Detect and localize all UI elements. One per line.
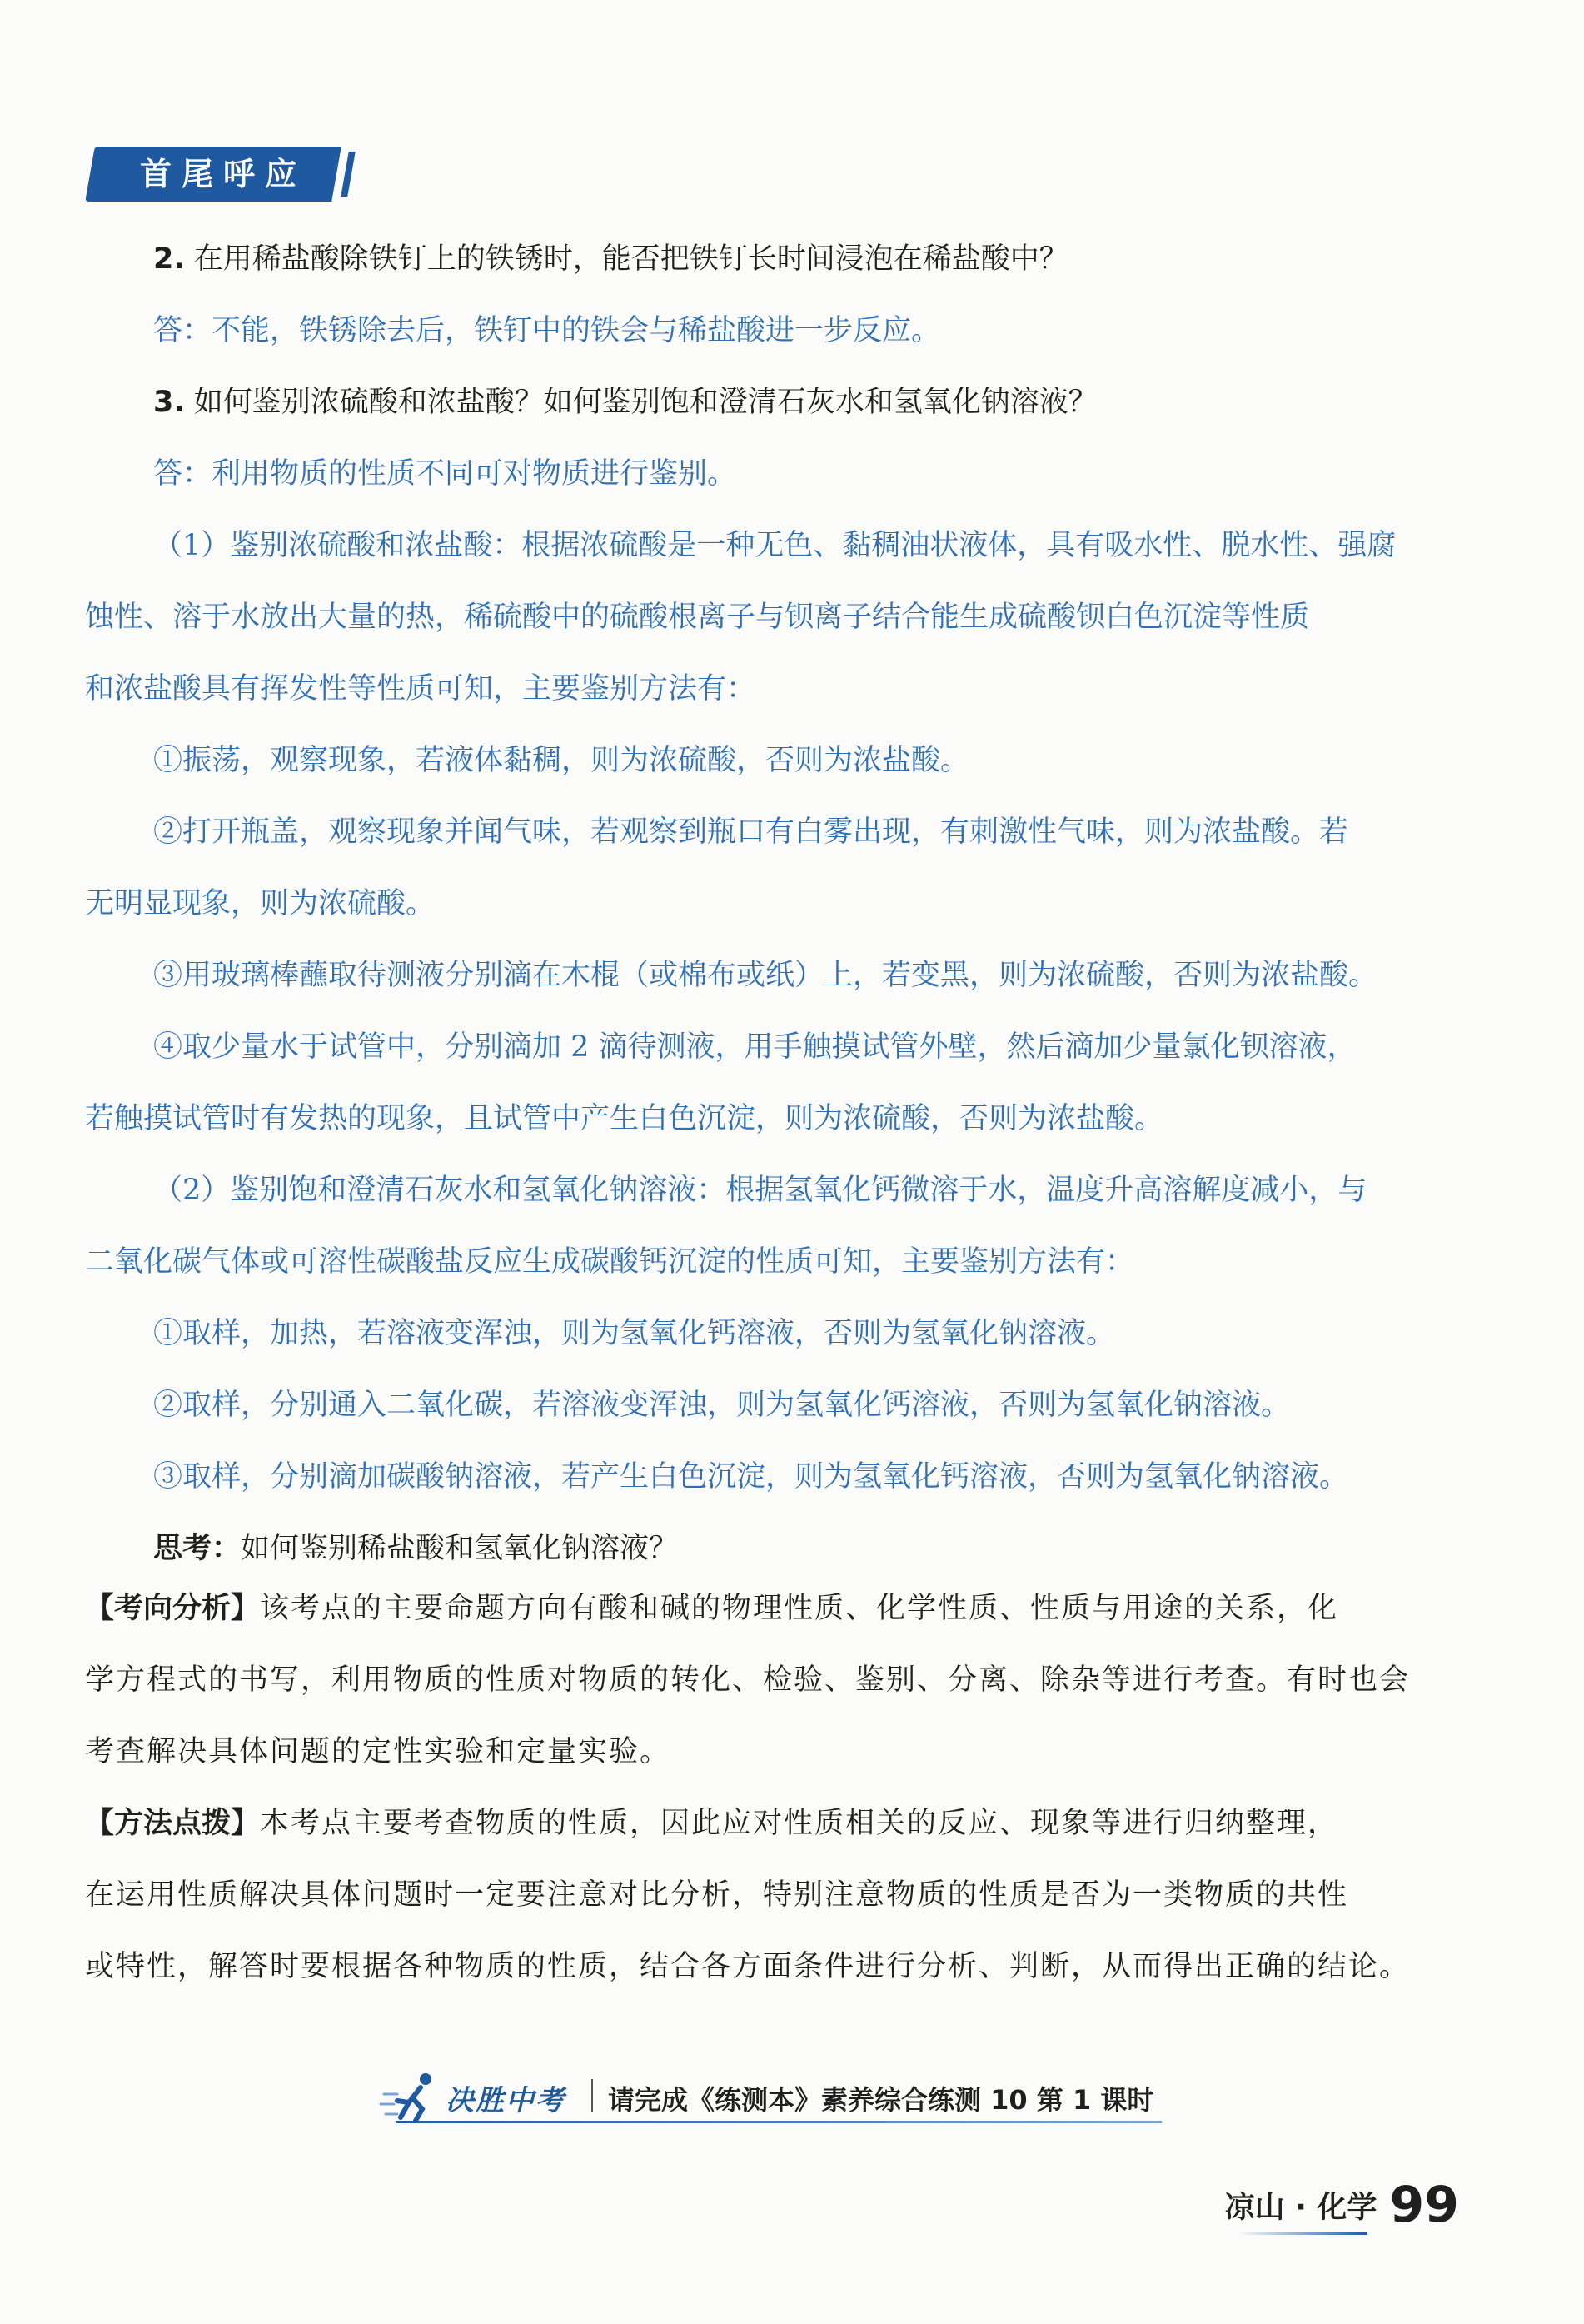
- question-number: 3.: [153, 386, 185, 419]
- analysis-label: 【考向分析】: [85, 1592, 261, 1625]
- method-line: 或特性，解答时要根据各种物质的性质，结合各方面条件进行分析、判断，从而得出正确的结论。: [85, 1950, 1411, 1983]
- question-answer-block: [85, 223, 1451, 1584]
- method-paragraph: [85, 1788, 1451, 1859]
- answer-2: 答：不能，铁锈除去后，铁钉中的铁会与稀盐酸进一步反应。: [153, 314, 941, 347]
- method-label: 【方法点拨】: [85, 1807, 261, 1840]
- question-3: [85, 367, 1451, 438]
- answer-3-part1-line: 和浓盐酸具有挥发性等性质可知，主要鉴别方法有：: [85, 672, 756, 706]
- page-footer: [1225, 2176, 1459, 2234]
- banner-divider: [591, 2079, 593, 2112]
- banner-text: 请完成《练测本》素养综合练测 10 第 1 课时: [608, 2084, 1154, 2116]
- question-text: 在用稀盐酸除铁钉上的铁锈时，能否把铁钉长时间浸泡在稀盐酸中？: [193, 242, 1068, 276]
- footer-rule: [1234, 2232, 1367, 2235]
- method-line: 本考点主要考查物质的性质，因此应对性质相关的反应、现象等进行归纳整理，: [260, 1807, 1339, 1840]
- analysis-block: [85, 1573, 1451, 2002]
- method-4-cont: 若触摸试管时有发热的现象，且试管中产生白色沉淀，则为浓硫酸，否则为浓盐酸。: [85, 1102, 1164, 1135]
- method-b-2: ②取样，分别通入二氧化碳，若溶液变浑浊，则为氢氧化钙溶液，否则为氢氧化钠溶液。: [153, 1389, 1291, 1422]
- method-1: ①振荡，观察现象，若液体黏稠，则为浓硫酸，否则为浓盐酸。: [153, 744, 970, 777]
- thinking-label: 思考：: [153, 1532, 242, 1565]
- answer-3-part2-line: 二氧化碳气体或可溶性碳酸盐反应生成碳酸钙沉淀的性质可知，主要鉴别方法有：: [85, 1245, 1135, 1279]
- question-2: [85, 223, 1451, 295]
- answer-3-part1-line: （1）鉴别浓硫酸和浓盐酸：根据浓硫酸是一种无色、黏稠油状液体，具有吸水性、脱水性、强腐: [153, 529, 1397, 562]
- analysis-paragraph: [85, 1573, 1451, 1644]
- thinking-text: 如何鉴别稀盐酸和氢氧化钠溶液？: [241, 1532, 679, 1565]
- banner-logo: 决胜中考: [446, 2084, 565, 2117]
- method-line: 在运用性质解决具体问题时一定要注意对比分析，特别注意物质的性质是否为一类物质的共性: [85, 1878, 1349, 1912]
- section-tag-label: 首尾呼应: [140, 156, 307, 192]
- answer-3-part1-line: 蚀性、溶于水放出大量的热，稀硫酸中的硫酸根离子与钡离子结合能生成硫酸钡白色沉淀等性质: [85, 601, 1310, 634]
- analysis-line: 学方程式的书写，利用物质的性质对物质的转化、检验、鉴别、分离、除杂等进行考查。有时也会: [85, 1663, 1411, 1697]
- method-3: ③用玻璃棒蘸取待测液分别滴在木棍（或棉布或纸）上，若变黑，则为浓硫酸，否则为浓盐酸。: [153, 959, 1378, 992]
- method-b-3: ③取样，分别滴加碳酸钠溶液，若产生白色沉淀，则为氢氧化钙溶液，否则为氢氧化钠溶液。: [153, 1460, 1349, 1494]
- banner-underline: [396, 2121, 1162, 2123]
- method-4: ④取少量水于试管中，分别滴加 2 滴待测液，用手触摸试管外壁，然后滴加少量氯化钡溶液，: [153, 1030, 1357, 1064]
- analysis-line: 考查解决具体问题的定性实验和定量实验。: [85, 1735, 671, 1768]
- practice-banner: [379, 2069, 1170, 2127]
- answer-3-part2-line: （2）鉴别饱和澄清石灰水和氢氧化钠溶液：根据氢氧化钙微溶于水，温度升高溶解度减小，与: [153, 1174, 1367, 1207]
- question-number: 2.: [153, 242, 185, 276]
- method-2: ②打开瓶盖，观察现象并闻气味，若观察到瓶口有白雾出现，有刺激性气味，则为浓盐酸。若: [153, 815, 1349, 849]
- runner-icon: [379, 2069, 446, 2127]
- method-b-1: ①取样，加热，若溶液变浑浊，则为氢氧化钙溶液，否则为氢氧化钠溶液。: [153, 1317, 1116, 1350]
- answer-3-intro: 答：利用物质的性质不同可对物质进行鉴别。: [153, 457, 737, 491]
- question-text: 如何鉴别浓硫酸和浓盐酸？如何鉴别饱和澄清石灰水和氢氧化钠溶液？: [193, 386, 1098, 419]
- section-tag: [85, 147, 341, 202]
- method-2-cont: 无明显现象，则为浓硫酸。: [85, 887, 436, 920]
- analysis-line: 该考点的主要命题方向有酸和碱的物理性质、化学性质、性质与用途的关系，化: [260, 1592, 1339, 1625]
- page-number: 99: [1389, 2176, 1459, 2234]
- page-region: 凉山 · 化学: [1224, 2190, 1377, 2225]
